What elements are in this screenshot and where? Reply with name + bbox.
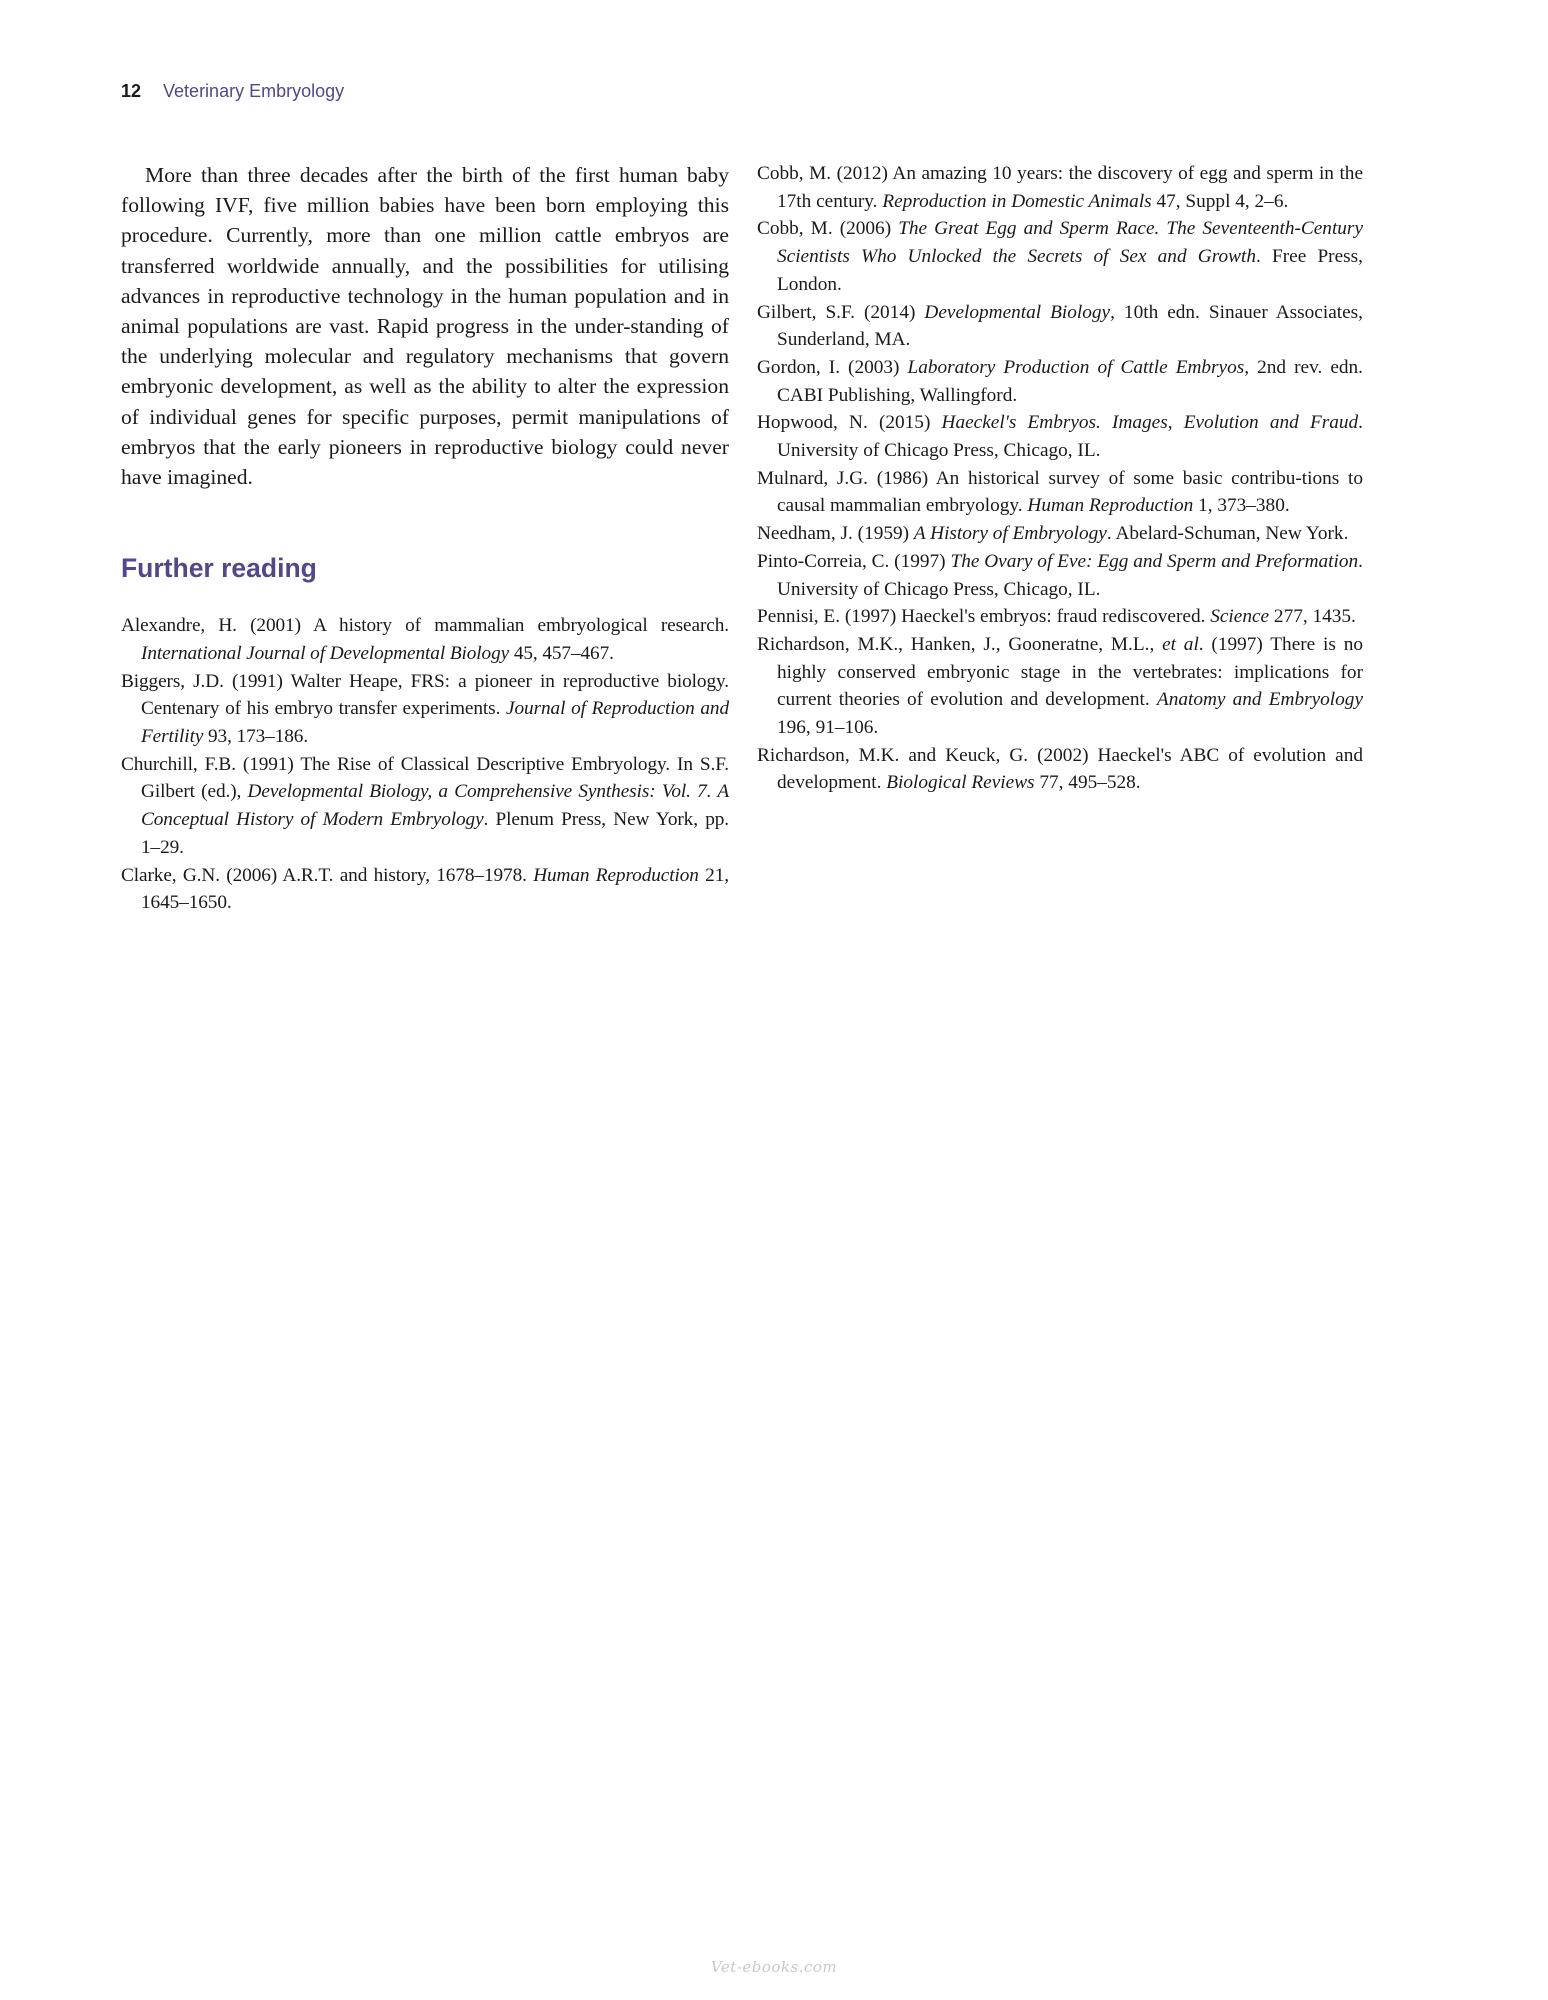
reference-item: Richardson, M.K. and Keuck, G. (2002) Haeckel's ABC of evolution and development. Biological Reviews 77, 495–528.: [757, 744, 1363, 794]
reference-item: Gordon, I. (2003) Laboratory Production of Cattle Embryos, 2nd rev. edn. CABI Publishing, Wallingford.: [757, 356, 1363, 406]
further-reading-heading: Further reading: [121, 553, 317, 584]
reference-item: Richardson, M.K., Hanken, J., Gooneratne, M.L., et al. (1997) There is no highly conserved embryonic stage in the vertebrates: implications for current theories of evolution and development. Anatomy and Embryology 196, 91–106.: [757, 633, 1364, 739]
reference-item: Pennisi, E. (1997) Haeckel's embryos: fraud rediscovered. Science 277, 1435.: [757, 606, 1356, 628]
book-title: Veterinary Embryology: [163, 81, 345, 101]
reference-item: Gilbert, S.F. (2014) Developmental Biology, 10th edn. Sinauer Associates, Sunderland, MA.: [757, 301, 1364, 351]
reference-item: Hopwood, N. (2015) Haeckel's Embryos. Images, Evolution and Fraud. University of Chicago Press, Chicago, IL.: [757, 412, 1363, 462]
reference-list-left: [121, 612, 729, 917]
reference-list-right: [757, 160, 1363, 797]
watermark: Vet-ebooks.com: [710, 1958, 838, 1976]
reference-item: Alexandre, H. (2001) A history of mammalian embryological research. International Journal of Developmental Biology 45, 457–467.: [121, 615, 729, 664]
left-column: [121, 160, 729, 917]
reference-item: Biggers, J.D. (1991) Walter Heape, FRS: a pioneer in reproductive biology. Centenary of his embryo transfer experiments. Journal of Reproduction and Fertility 93, 173–186.: [121, 670, 729, 748]
reference-item: Needham, J. (1959) A History of Embryology. Abelard-Schuman, New York.: [757, 523, 1349, 545]
reference-item: Cobb, M. (2012) An amazing 10 years: the discovery of egg and sperm in the 17th century. Reproduction in Domestic Animals 47, Suppl 4, 2–6.: [757, 163, 1363, 212]
right-column: [757, 160, 1363, 797]
page-number: 12: [121, 81, 142, 101]
reference-item: Cobb, M. (2006) The Great Egg and Sperm Race. The Seventeenth-Century Scientists Who Unlocked the Secrets of Sex and Growth. Free Press, London.: [757, 218, 1363, 295]
reference-item: Churchill, F.B. (1991) The Rise of Classical Descriptive Embryology. In S.F. Gilbert (ed.), Developmental Biology, a Comprehensive Synthesis: Vol. 7. A Conceptual History of Modern Embryology. Plenum Press, New York, pp. 1–29.: [121, 753, 730, 858]
reference-item: Pinto-Correia, C. (1997) The Ovary of Eve: Egg and Sperm and Preformation. University of Chicago Press, Chicago, IL.: [757, 550, 1363, 600]
body-paragraph: More than three decades after the birth of the first human baby following IVF, five million babies have been born employing this procedure. Currently, more than one million cattle embryos are transferred worldwide annually, and the possibilities for utilising advances in reproductive technology in the human population and in animal populations are vast. Rapid progress in the under-standing of the underlying molecular and regulatory mechanisms that govern embryonic development, as well as the ability to alter the expression of individual genes for specific purposes, permit manipulations of embryos that the early pioneers in reproductive biology could never have imagined.: [121, 163, 729, 490]
reference-item: Clarke, G.N. (2006) A.R.T. and history, 1678–1978. Human Reproduction 21, 1645–1650.: [121, 864, 729, 914]
reference-item: Mulnard, J.G. (1986) An historical survey of some basic contribu-tions to causal mammalian embryology. Human Reproduction 1, 373–380.: [757, 467, 1363, 517]
running-head: [121, 78, 344, 104]
